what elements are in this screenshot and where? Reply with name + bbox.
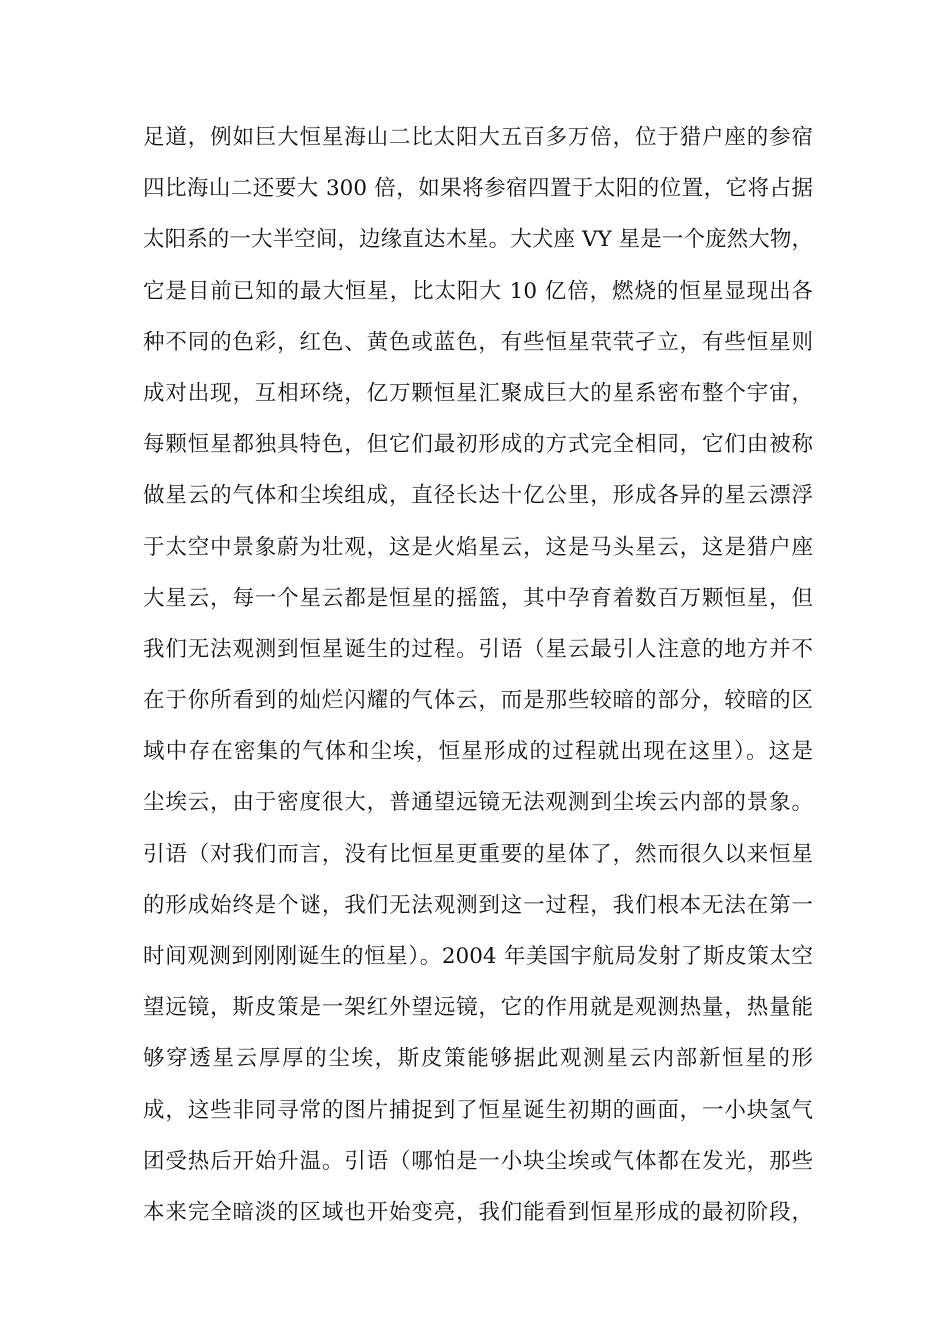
text-line: 团受热后开始升温。引语（哪怕是一小块尘埃或气体都在发光，那些 <box>143 1148 813 1174</box>
text-line: 尘埃云，由于密度很大，普通望远镜无法观测到尘埃云内部的景象。 <box>143 790 813 816</box>
text-line: 四比海山二还要大 300 倍，如果将参宿四置于太阳的位置，它将占据 <box>143 176 813 202</box>
text-line: 够穿透星云厚厚的尘埃，斯皮策能够据此观测星云内部新恒星的形 <box>143 1046 813 1072</box>
text-line: 每颗恒星都独具特色，但它们最初形成的方式完全相同，它们由被称 <box>143 432 813 458</box>
text-line: 成对出现，互相环绕，亿万颗恒星汇聚成巨大的星系密布整个宇宙， <box>143 380 813 406</box>
text-line: 它是目前已知的最大恒星，比太阳大 10 亿倍，燃烧的恒星显现出各 <box>143 278 813 304</box>
text-line: 本来完全暗淡的区域也开始变亮，我们能看到恒星形成的最初阶段， <box>143 1199 813 1225</box>
text-line: 做星云的气体和尘埃组成，直径长达十亿公里，形成各异的星云漂浮 <box>143 483 813 509</box>
text-line: 种不同的色彩，红色、黄色或蓝色，有些恒星茕茕孑立，有些恒星则 <box>143 329 813 355</box>
text-line: 于太空中景象蔚为壮观，这是火焰星云，这是马头星云，这是猎户座 <box>143 534 813 560</box>
text-line: 引语（对我们而言，没有比恒星更重要的星体了，然而很久以来恒星 <box>143 841 813 867</box>
text-line: 成，这些非同寻常的图片捕捉到了恒星诞生初期的画面，一小块氢气 <box>143 1097 813 1123</box>
text-line: 太阳系的一大半空间，边缘直达木星。大犬座 VY 星是一个庞然大物， <box>143 227 813 253</box>
text-line: 足道，例如巨大恒星海山二比太阳大五百多万倍，位于猎户座的参宿 <box>143 125 813 150</box>
text-line: 时间观测到刚刚诞生的恒星）。2004 年美国宇航局发射了斯皮策太空 <box>143 944 813 969</box>
text-line: 域中存在密集的气体和尘埃，恒星形成的过程就出现在这里）。这是 <box>143 739 813 765</box>
text-line: 的形成始终是个谜，我们无法观测到这一过程，我们根本无法在第一 <box>143 892 813 918</box>
text-line: 我们无法观测到恒星诞生的过程。引语（星云最引人注意的地方并不 <box>143 636 813 662</box>
body-text <box>143 118 813 1244</box>
text-line: 望远镜，斯皮策是一架红外望远镜，它的作用就是观测热量，热量能 <box>143 995 813 1021</box>
text-line: 在于你所看到的灿烂闪耀的气体云，而是那些较暗的部分，较暗的区 <box>143 688 813 714</box>
text-line: 大星云，每一个星云都是恒星的摇篮，其中孕育着数百万颗恒星，但 <box>143 585 813 611</box>
